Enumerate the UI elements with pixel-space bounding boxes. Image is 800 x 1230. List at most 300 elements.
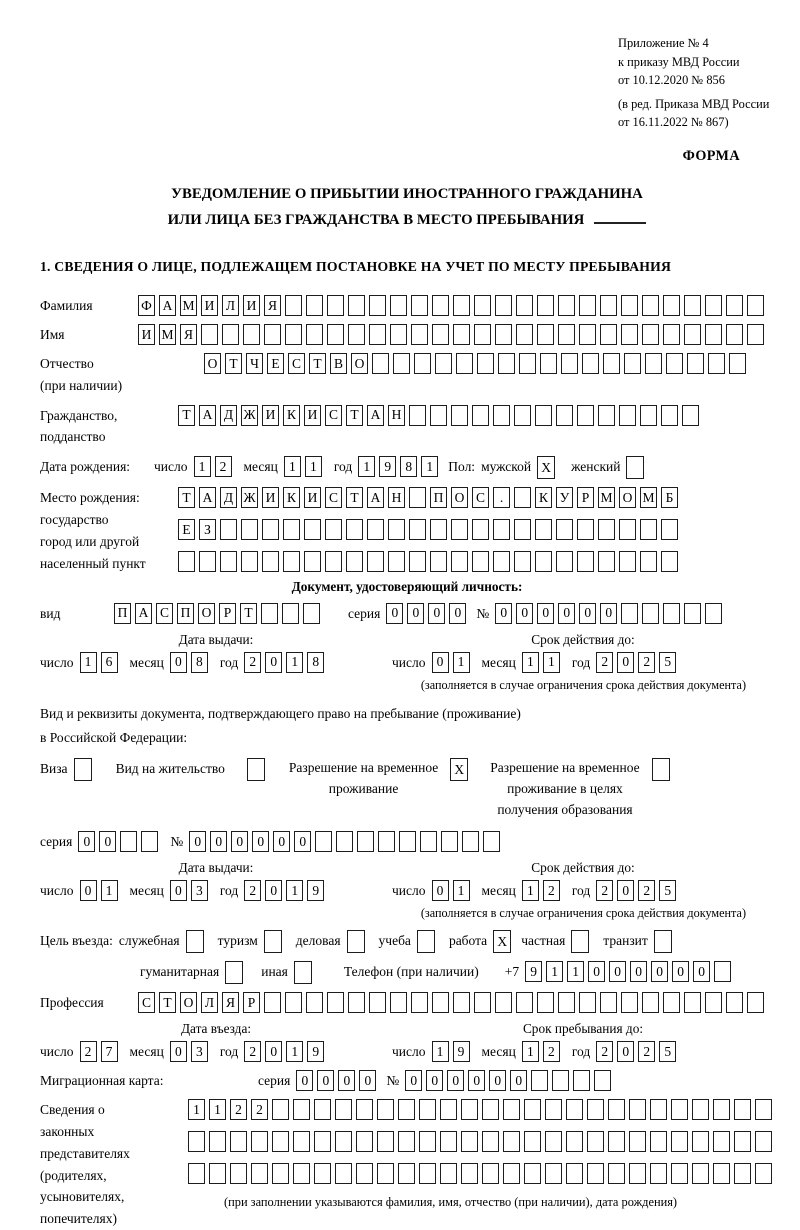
- char-box[interactable]: [734, 1163, 751, 1184]
- char-box[interactable]: А: [159, 295, 176, 316]
- char-box[interactable]: [306, 324, 323, 345]
- char-box[interactable]: [264, 324, 281, 345]
- char-box[interactable]: 9: [307, 1041, 324, 1062]
- char-box[interactable]: [573, 1070, 590, 1091]
- char-box[interactable]: [272, 1099, 289, 1120]
- char-box[interactable]: 1: [80, 652, 97, 673]
- char-box[interactable]: [629, 1099, 646, 1120]
- char-box[interactable]: [230, 1131, 247, 1152]
- char-box[interactable]: Т: [309, 353, 326, 374]
- char-box[interactable]: [645, 353, 662, 374]
- char-box[interactable]: [495, 295, 512, 316]
- char-box[interactable]: [409, 519, 426, 540]
- char-box[interactable]: 8: [400, 456, 417, 477]
- char-box[interactable]: 5: [659, 1041, 676, 1062]
- char-box[interactable]: [747, 295, 764, 316]
- char-box[interactable]: 0: [468, 1070, 485, 1091]
- char-box[interactable]: Б: [661, 487, 678, 508]
- char-box[interactable]: [356, 1131, 373, 1152]
- char-box[interactable]: [705, 295, 722, 316]
- char-box[interactable]: [230, 1163, 247, 1184]
- char-box[interactable]: Т: [178, 487, 195, 508]
- char-box[interactable]: М: [640, 487, 657, 508]
- char-box[interactable]: 0: [170, 880, 187, 901]
- char-box[interactable]: [747, 324, 764, 345]
- char-box[interactable]: 1: [286, 880, 303, 901]
- char-box[interactable]: [377, 1131, 394, 1152]
- char-box[interactable]: [540, 353, 557, 374]
- char-box[interactable]: [293, 1131, 310, 1152]
- char-box[interactable]: [514, 551, 531, 572]
- char-box[interactable]: [598, 519, 615, 540]
- char-box[interactable]: .: [493, 487, 510, 508]
- char-box[interactable]: О: [204, 353, 221, 374]
- char-box[interactable]: [453, 295, 470, 316]
- char-box[interactable]: 0: [432, 880, 449, 901]
- char-box[interactable]: С: [325, 405, 342, 426]
- char-box[interactable]: О: [180, 992, 197, 1013]
- char-box[interactable]: [409, 487, 426, 508]
- char-box[interactable]: [414, 353, 431, 374]
- char-box[interactable]: [621, 992, 638, 1013]
- char-box[interactable]: [188, 1131, 205, 1152]
- char-box[interactable]: [285, 295, 302, 316]
- char-box[interactable]: [325, 551, 342, 572]
- char-box[interactable]: [474, 992, 491, 1013]
- char-box[interactable]: [661, 519, 678, 540]
- char-box[interactable]: [642, 295, 659, 316]
- char-box[interactable]: [600, 992, 617, 1013]
- char-box[interactable]: [713, 1163, 730, 1184]
- char-box[interactable]: [556, 551, 573, 572]
- char-box[interactable]: [531, 1070, 548, 1091]
- char-box[interactable]: [642, 992, 659, 1013]
- char-box[interactable]: [629, 1131, 646, 1152]
- char-box[interactable]: [335, 1099, 352, 1120]
- char-box[interactable]: [409, 405, 426, 426]
- char-box[interactable]: [451, 519, 468, 540]
- char-box[interactable]: Т: [346, 405, 363, 426]
- char-box[interactable]: [684, 992, 701, 1013]
- char-box[interactable]: [378, 831, 395, 852]
- char-box[interactable]: 9: [453, 1041, 470, 1062]
- purpose-study-checkbox[interactable]: [417, 930, 435, 953]
- char-box[interactable]: [566, 1163, 583, 1184]
- char-box[interactable]: [493, 551, 510, 572]
- char-box[interactable]: [619, 519, 636, 540]
- char-box[interactable]: 0: [617, 652, 634, 673]
- char-box[interactable]: 0: [265, 880, 282, 901]
- char-box[interactable]: [367, 551, 384, 572]
- char-box[interactable]: [666, 353, 683, 374]
- purpose-transit-checkbox[interactable]: [654, 930, 672, 953]
- char-box[interactable]: [453, 992, 470, 1013]
- char-box[interactable]: [598, 551, 615, 572]
- char-box[interactable]: [393, 353, 410, 374]
- char-box[interactable]: [304, 519, 321, 540]
- temp-permit-checkbox[interactable]: X: [450, 758, 468, 781]
- purpose-private-checkbox[interactable]: [571, 930, 589, 953]
- char-box[interactable]: [209, 1163, 226, 1184]
- char-box[interactable]: 1: [567, 961, 584, 982]
- char-box[interactable]: [306, 992, 323, 1013]
- char-box[interactable]: 2: [543, 1041, 560, 1062]
- char-box[interactable]: [524, 1131, 541, 1152]
- char-box[interactable]: [661, 405, 678, 426]
- char-box[interactable]: 0: [296, 1070, 313, 1091]
- char-box[interactable]: 0: [617, 1041, 634, 1062]
- char-box[interactable]: 0: [170, 652, 187, 673]
- char-box[interactable]: [650, 1099, 667, 1120]
- char-box[interactable]: [579, 992, 596, 1013]
- char-box[interactable]: 1: [453, 652, 470, 673]
- char-box[interactable]: И: [243, 295, 260, 316]
- char-box[interactable]: [357, 831, 374, 852]
- char-box[interactable]: [262, 551, 279, 572]
- char-box[interactable]: [440, 1099, 457, 1120]
- char-box[interactable]: 0: [432, 652, 449, 673]
- char-box[interactable]: П: [177, 603, 194, 624]
- char-box[interactable]: А: [199, 405, 216, 426]
- char-box[interactable]: [684, 603, 701, 624]
- char-box[interactable]: 0: [273, 831, 290, 852]
- char-box[interactable]: [474, 295, 491, 316]
- char-box[interactable]: [734, 1099, 751, 1120]
- char-box[interactable]: П: [114, 603, 131, 624]
- char-box[interactable]: [451, 551, 468, 572]
- char-box[interactable]: [327, 324, 344, 345]
- char-box[interactable]: Ф: [138, 295, 155, 316]
- char-box[interactable]: [587, 1163, 604, 1184]
- char-box[interactable]: 0: [672, 961, 689, 982]
- char-box[interactable]: К: [283, 405, 300, 426]
- char-box[interactable]: [472, 405, 489, 426]
- char-box[interactable]: [587, 1131, 604, 1152]
- char-box[interactable]: 2: [638, 652, 655, 673]
- char-box[interactable]: [348, 324, 365, 345]
- char-box[interactable]: Р: [243, 992, 260, 1013]
- char-box[interactable]: [327, 992, 344, 1013]
- char-box[interactable]: [304, 551, 321, 572]
- char-box[interactable]: [661, 551, 678, 572]
- char-box[interactable]: [314, 1099, 331, 1120]
- char-box[interactable]: [558, 324, 575, 345]
- char-box[interactable]: И: [304, 405, 321, 426]
- char-box[interactable]: [390, 295, 407, 316]
- char-box[interactable]: [621, 324, 638, 345]
- char-box[interactable]: [293, 1099, 310, 1120]
- char-box[interactable]: [603, 353, 620, 374]
- char-box[interactable]: [251, 1163, 268, 1184]
- char-box[interactable]: [472, 519, 489, 540]
- char-box[interactable]: А: [199, 487, 216, 508]
- char-box[interactable]: Л: [222, 295, 239, 316]
- purpose-work-checkbox[interactable]: X: [493, 930, 511, 953]
- char-box[interactable]: 2: [638, 1041, 655, 1062]
- char-box[interactable]: [577, 551, 594, 572]
- char-box[interactable]: [514, 405, 531, 426]
- char-box[interactable]: [461, 1163, 478, 1184]
- char-box[interactable]: 1: [286, 652, 303, 673]
- char-box[interactable]: [461, 1131, 478, 1152]
- char-box[interactable]: [441, 831, 458, 852]
- char-box[interactable]: [747, 992, 764, 1013]
- char-box[interactable]: [726, 992, 743, 1013]
- char-box[interactable]: [640, 519, 657, 540]
- char-box[interactable]: 0: [449, 603, 466, 624]
- char-box[interactable]: 0: [170, 1041, 187, 1062]
- char-box[interactable]: [178, 551, 195, 572]
- char-box[interactable]: [684, 324, 701, 345]
- char-box[interactable]: [283, 551, 300, 572]
- char-box[interactable]: [120, 831, 137, 852]
- char-box[interactable]: [261, 603, 278, 624]
- char-box[interactable]: И: [304, 487, 321, 508]
- char-box[interactable]: [514, 519, 531, 540]
- char-box[interactable]: [367, 519, 384, 540]
- char-box[interactable]: [372, 353, 389, 374]
- char-box[interactable]: [346, 551, 363, 572]
- char-box[interactable]: 1: [543, 652, 560, 673]
- char-box[interactable]: [262, 519, 279, 540]
- char-box[interactable]: [346, 519, 363, 540]
- char-box[interactable]: [220, 519, 237, 540]
- char-box[interactable]: [642, 603, 659, 624]
- char-box[interactable]: Т: [346, 487, 363, 508]
- char-box[interactable]: 1: [522, 652, 539, 673]
- char-box[interactable]: Т: [225, 353, 242, 374]
- char-box[interactable]: [493, 519, 510, 540]
- char-box[interactable]: 1: [286, 1041, 303, 1062]
- char-box[interactable]: [398, 1131, 415, 1152]
- char-box[interactable]: [483, 831, 500, 852]
- char-box[interactable]: [222, 324, 239, 345]
- char-box[interactable]: 2: [596, 1041, 613, 1062]
- char-box[interactable]: [682, 405, 699, 426]
- char-box[interactable]: [650, 1163, 667, 1184]
- char-box[interactable]: [390, 992, 407, 1013]
- char-box[interactable]: [272, 1131, 289, 1152]
- purpose-humanitarian-checkbox[interactable]: [225, 961, 243, 984]
- char-box[interactable]: [432, 324, 449, 345]
- char-box[interactable]: [241, 519, 258, 540]
- char-box[interactable]: [545, 1131, 562, 1152]
- char-box[interactable]: [420, 831, 437, 852]
- char-box[interactable]: [251, 1131, 268, 1152]
- char-box[interactable]: [440, 1131, 457, 1152]
- char-box[interactable]: [566, 1131, 583, 1152]
- char-box[interactable]: 0: [489, 1070, 506, 1091]
- char-box[interactable]: 0: [426, 1070, 443, 1091]
- char-box[interactable]: 2: [244, 1041, 261, 1062]
- char-box[interactable]: 1: [209, 1099, 226, 1120]
- char-box[interactable]: [556, 519, 573, 540]
- purpose-official-checkbox[interactable]: [186, 930, 204, 953]
- char-box[interactable]: [482, 1163, 499, 1184]
- char-box[interactable]: [708, 353, 725, 374]
- char-box[interactable]: О: [619, 487, 636, 508]
- char-box[interactable]: [432, 295, 449, 316]
- char-box[interactable]: [348, 992, 365, 1013]
- char-box[interactable]: 0: [617, 880, 634, 901]
- char-box[interactable]: 0: [265, 652, 282, 673]
- char-box[interactable]: Ж: [241, 487, 258, 508]
- char-box[interactable]: [264, 992, 281, 1013]
- char-box[interactable]: [356, 1099, 373, 1120]
- char-box[interactable]: 2: [596, 652, 613, 673]
- char-box[interactable]: О: [198, 603, 215, 624]
- char-box[interactable]: [577, 519, 594, 540]
- char-box[interactable]: [663, 992, 680, 1013]
- char-box[interactable]: [705, 603, 722, 624]
- char-box[interactable]: 0: [693, 961, 710, 982]
- char-box[interactable]: [671, 1163, 688, 1184]
- char-box[interactable]: [650, 1131, 667, 1152]
- char-box[interactable]: Я: [180, 324, 197, 345]
- char-box[interactable]: 9: [525, 961, 542, 982]
- char-box[interactable]: [272, 1163, 289, 1184]
- char-box[interactable]: 0: [510, 1070, 527, 1091]
- char-box[interactable]: [579, 295, 596, 316]
- char-box[interactable]: О: [451, 487, 468, 508]
- char-box[interactable]: [369, 324, 386, 345]
- char-box[interactable]: В: [330, 353, 347, 374]
- char-box[interactable]: [535, 551, 552, 572]
- char-box[interactable]: [498, 353, 515, 374]
- char-box[interactable]: [619, 551, 636, 572]
- char-box[interactable]: [624, 353, 641, 374]
- char-box[interactable]: [629, 1163, 646, 1184]
- char-box[interactable]: [705, 324, 722, 345]
- char-box[interactable]: И: [262, 487, 279, 508]
- char-box[interactable]: 1: [421, 456, 438, 477]
- char-box[interactable]: Л: [201, 992, 218, 1013]
- char-box[interactable]: [537, 324, 554, 345]
- char-box[interactable]: [348, 295, 365, 316]
- char-box[interactable]: 0: [447, 1070, 464, 1091]
- char-box[interactable]: [430, 519, 447, 540]
- residence-permit-checkbox[interactable]: [247, 758, 265, 781]
- char-box[interactable]: [558, 295, 575, 316]
- char-box[interactable]: [545, 1099, 562, 1120]
- char-box[interactable]: [411, 324, 428, 345]
- char-box[interactable]: 2: [543, 880, 560, 901]
- char-box[interactable]: Я: [264, 295, 281, 316]
- char-box[interactable]: Ч: [246, 353, 263, 374]
- char-box[interactable]: 0: [99, 831, 116, 852]
- char-box[interactable]: 0: [317, 1070, 334, 1091]
- char-box[interactable]: [535, 405, 552, 426]
- char-box[interactable]: 0: [405, 1070, 422, 1091]
- char-box[interactable]: Р: [577, 487, 594, 508]
- char-box[interactable]: М: [159, 324, 176, 345]
- char-box[interactable]: К: [283, 487, 300, 508]
- char-box[interactable]: С: [472, 487, 489, 508]
- char-box[interactable]: [516, 324, 533, 345]
- char-box[interactable]: Е: [178, 519, 195, 540]
- char-box[interactable]: [755, 1163, 772, 1184]
- char-box[interactable]: [556, 405, 573, 426]
- char-box[interactable]: Д: [220, 405, 237, 426]
- char-box[interactable]: Т: [178, 405, 195, 426]
- char-box[interactable]: 2: [215, 456, 232, 477]
- char-box[interactable]: [577, 405, 594, 426]
- char-box[interactable]: А: [367, 405, 384, 426]
- char-box[interactable]: 9: [307, 880, 324, 901]
- char-box[interactable]: [582, 353, 599, 374]
- char-box[interactable]: [663, 324, 680, 345]
- char-box[interactable]: [430, 405, 447, 426]
- char-box[interactable]: [201, 324, 218, 345]
- char-box[interactable]: [621, 603, 638, 624]
- char-box[interactable]: [516, 992, 533, 1013]
- char-box[interactable]: [241, 551, 258, 572]
- char-box[interactable]: З: [199, 519, 216, 540]
- char-box[interactable]: 1: [522, 1041, 539, 1062]
- char-box[interactable]: Н: [388, 405, 405, 426]
- char-box[interactable]: 3: [191, 880, 208, 901]
- visa-checkbox[interactable]: [74, 758, 92, 781]
- char-box[interactable]: [598, 405, 615, 426]
- char-box[interactable]: [594, 1070, 611, 1091]
- edu-permit-checkbox[interactable]: [652, 758, 670, 781]
- char-box[interactable]: [199, 551, 216, 572]
- char-box[interactable]: 3: [191, 1041, 208, 1062]
- char-box[interactable]: [619, 405, 636, 426]
- char-box[interactable]: [388, 551, 405, 572]
- char-box[interactable]: [495, 324, 512, 345]
- char-box[interactable]: [293, 1163, 310, 1184]
- char-box[interactable]: С: [156, 603, 173, 624]
- char-box[interactable]: 6: [101, 652, 118, 673]
- char-box[interactable]: [608, 1131, 625, 1152]
- char-box[interactable]: [519, 353, 536, 374]
- char-box[interactable]: [755, 1099, 772, 1120]
- char-box[interactable]: [432, 992, 449, 1013]
- char-box[interactable]: [687, 353, 704, 374]
- char-box[interactable]: 0: [407, 603, 424, 624]
- char-box[interactable]: 1: [432, 1041, 449, 1062]
- char-box[interactable]: 0: [78, 831, 95, 852]
- char-box[interactable]: [388, 519, 405, 540]
- char-box[interactable]: [692, 1163, 709, 1184]
- char-box[interactable]: [587, 1099, 604, 1120]
- char-box[interactable]: [477, 353, 494, 374]
- char-box[interactable]: [314, 1131, 331, 1152]
- char-box[interactable]: И: [262, 405, 279, 426]
- char-box[interactable]: [399, 831, 416, 852]
- male-checkbox[interactable]: X: [537, 456, 555, 479]
- char-box[interactable]: 1: [284, 456, 301, 477]
- char-box[interactable]: [692, 1131, 709, 1152]
- char-box[interactable]: С: [138, 992, 155, 1013]
- char-box[interactable]: [461, 1099, 478, 1120]
- char-box[interactable]: 9: [379, 456, 396, 477]
- char-box[interactable]: Я: [222, 992, 239, 1013]
- char-box[interactable]: [411, 295, 428, 316]
- char-box[interactable]: О: [351, 353, 368, 374]
- char-box[interactable]: [755, 1131, 772, 1152]
- char-box[interactable]: [671, 1131, 688, 1152]
- char-box[interactable]: 8: [191, 652, 208, 673]
- char-box[interactable]: [608, 1099, 625, 1120]
- char-box[interactable]: [462, 831, 479, 852]
- char-box[interactable]: [535, 519, 552, 540]
- char-box[interactable]: [327, 295, 344, 316]
- char-box[interactable]: А: [135, 603, 152, 624]
- char-box[interactable]: 0: [252, 831, 269, 852]
- char-box[interactable]: [243, 324, 260, 345]
